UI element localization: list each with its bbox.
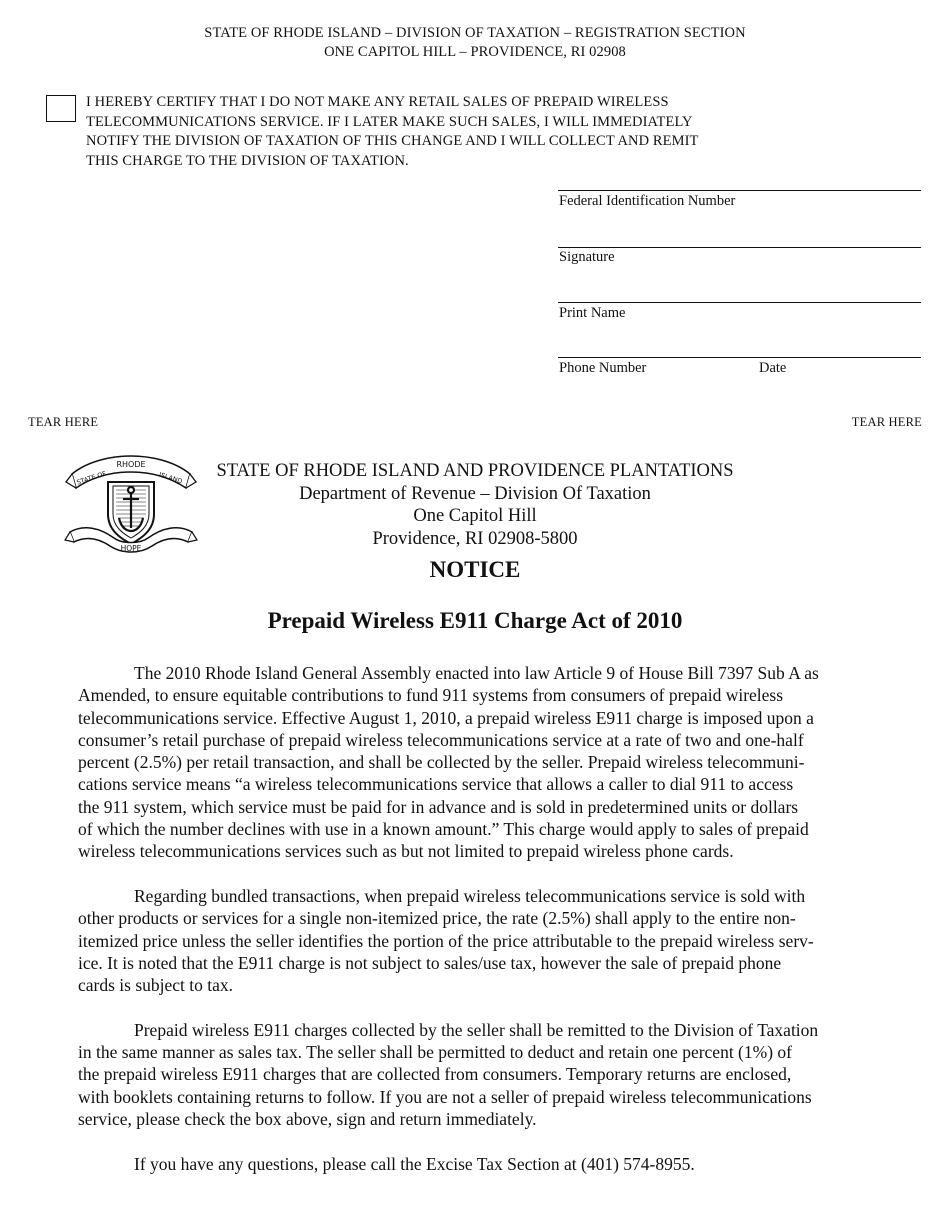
notice-paragraph: Regarding bundled transactions, when prepaid wireless telecommunications service is sold with other products or services for a single non-itemized price, the rate (2.5%) shall apply to the entire non- itemized price unless the seller identifies the portion of the price attributable to the prepaid wireless serv- ice. It is noted that the E911 charge is not subject to sales/use tax, however the sale of prepaid phone cards is subject to tax. [78,885,814,996]
agency-line2: Department of Revenue – Division Of Taxation [299,483,651,504]
certification-checkbox[interactable] [46,95,76,122]
form-header-line2: ONE CAPITOL HILL – PROVIDENCE, RI 02908 [324,44,626,60]
agency-line1: STATE OF RHODE ISLAND AND PROVIDENCE PLANTATIONS [216,461,734,481]
phone-date-line[interactable] [558,357,921,358]
seal-bottom-text: HOPE [120,544,142,553]
form-header-line1: STATE OF RHODE ISLAND – DIVISION OF TAXATION – REGISTRATION SECTION [204,25,746,41]
signature-line[interactable] [558,247,921,248]
print-name-line[interactable] [558,302,921,303]
signature-label: Signature [559,249,615,265]
notice-title: Prepaid Wireless E911 Charge Act of 2010 [267,608,683,633]
notice-paragraph: Prepaid wireless E911 charges collected by the seller shall be remitted to the Division of Taxation in the same manner as sales tax. The seller shall be permitted to deduct and retain one percent (1%) of the prepaid wireless E911 charges that are collected from consumers. Temporary returns are enclosed, with booklets containing returns to follow. If you are not a seller of prepaid wireless telecommunications service, please check the box above, sign and return immediately. [78,1019,819,1129]
certification-text: I HEREBY CERTIFY THAT I DO NOT MAKE ANY RETAIL SALES OF PREPAID WIRELESS TELECOMMUNICATIONS SERVICE. IF I LATER MAKE SUCH SALES, I WILL IMMEDIATELY NOTIFY THE DIVISION OF TAXATION OF THIS CHANGE AND I WILL COLLECT AND REMIT THIS CHARGE TO THE DIVISION OF TAXATION. [86,94,699,169]
date-label: Date [759,360,787,376]
rhode-island-seal-icon [64,452,198,556]
seal-right-text: ISLAND [157,470,184,486]
notice-heading: NOTICE [429,557,521,582]
tear-here-left: TEAR HERE [28,415,99,429]
tear-here-right: TEAR HERE [851,415,922,429]
agency-line4: Providence, RI 02908-5800 [372,528,578,549]
notice-body [78,662,878,1197]
print-name-label: Print Name [559,305,626,321]
notice-paragraph: If you have any questions, please call the Excise Tax Section at (401) 574-8955. [134,1153,695,1174]
phone-number-label: Phone Number [559,360,647,376]
notice-paragraph: The 2010 Rhode Island General Assembly enacted into law Article 9 of House Bill 7397 Sub A as Amended, to ensure equitable contributions to fund 911 systems from consumers of prepaid wireless telecommunications service. Effective August 1, 2010, a prepaid wireless E911 charge is imposed upon a consumer’s retail purchase of prepaid wireless telecommunications service at a rate of two and one-half percent (2.5%) per retail transaction, and shall be collected by the seller. Prepaid wireless telecommuni- cations service means “a wireless telecommunications service that allows a caller to dial 911 to access the 911 system, which service must be paid for in advance and is sold in predetermined units or dollars of which the number declines with use in a known amount.” This charge would apply to sales of prepaid wireless telecommunications services such as but not limited to prepaid wireless phone cards. [78,663,819,862]
seal-left-text: STATE OF [75,469,108,487]
form-header [0,24,950,62]
federal-id-label: Federal Identification Number [559,193,736,209]
seal-top-text: RHODE [116,460,146,469]
agency-line3: One Capitol Hill [413,506,537,526]
federal-id-line[interactable] [558,190,921,191]
agency-header [190,460,760,550]
